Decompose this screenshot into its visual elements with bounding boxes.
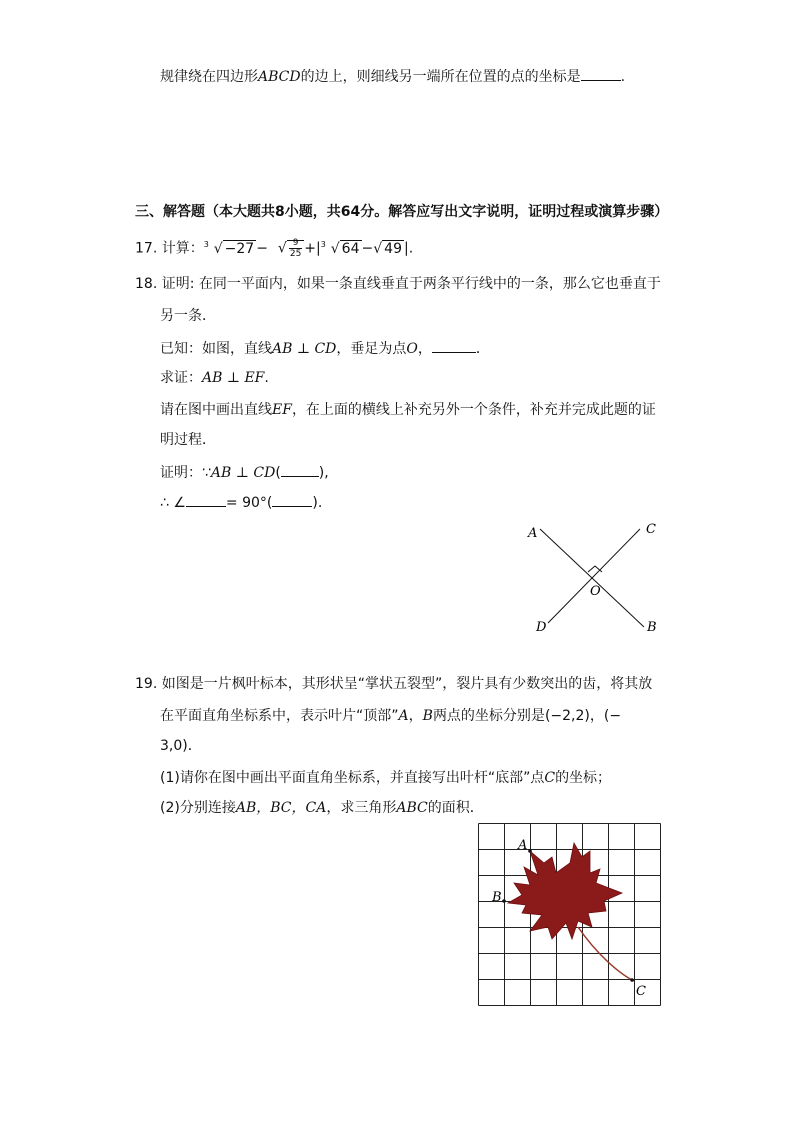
- question-18-proof1: [160, 462, 329, 483]
- text: 8: [275, 204, 285, 220]
- denominator: 25: [289, 249, 302, 259]
- point-b: [502, 899, 506, 903]
- section-heading: [135, 202, 668, 222]
- text: 分。解答应写出文字说明，证明过程或演算步骤）: [360, 204, 669, 220]
- math-expr: AB ⊥ CD: [272, 341, 337, 357]
- text: ，在上面的横线上补充另外一个条件，补充并完成此题的证: [291, 402, 656, 418]
- question-18-given: [160, 338, 490, 359]
- text: ，求三角形: [326, 800, 397, 816]
- sqrt-frac: √ $\frac{9}{25}$: [268, 238, 304, 259]
- root-arg: 64: [341, 240, 360, 257]
- cube-root-1: 3 √ −27: [204, 239, 256, 259]
- var-abc: ABC: [396, 800, 428, 816]
- question-19-sub2: [160, 798, 484, 818]
- answer-blank[interactable]: [186, 492, 226, 507]
- maple-leaf: [508, 843, 622, 939]
- text: ，: [408, 708, 423, 724]
- label-o: O: [590, 584, 601, 599]
- text: 另一条．: [160, 308, 216, 324]
- text: (1)请你在图中画出平面直角坐标系，并直接写出叶杆“底部”点: [160, 770, 545, 786]
- question-number: 19.: [135, 676, 158, 692]
- label-a: A: [528, 526, 538, 541]
- question-18-line2: [160, 306, 216, 326]
- var-ef: EF: [272, 402, 292, 418]
- label-c: C: [636, 984, 646, 999]
- label-b: B: [647, 620, 657, 635]
- text: 证明: 在同一平面内，如果一条直线垂直于两条平行线中的一条，那么它也垂直于: [161, 276, 661, 292]
- question-18-line1: [135, 274, 661, 294]
- text: 证明：∵: [160, 465, 211, 481]
- maple-leaf-grid-figure: [478, 823, 662, 1009]
- question-18-proof2: [160, 492, 322, 513]
- answer-blank[interactable]: [432, 338, 476, 353]
- perpendicular-lines-figure: [520, 515, 670, 640]
- text: .: [408, 240, 414, 257]
- answer-blank[interactable]: [281, 462, 319, 477]
- coord-a: (−2,2): [544, 708, 590, 724]
- question-19-line3: [160, 736, 202, 756]
- text: 的面积．: [427, 800, 484, 816]
- label-d: D: [536, 620, 547, 635]
- question-18-instr2: [160, 430, 216, 450]
- text: ，(−: [589, 708, 622, 724]
- math-expr: AB ⊥ EF: [202, 370, 265, 386]
- text: 64: [340, 204, 361, 220]
- question-19-line2: [160, 706, 621, 726]
- question-18-prove: [160, 368, 269, 388]
- label-b: B: [492, 890, 502, 905]
- text: ): [318, 465, 325, 481]
- math-expr: AB ⊥ CD: [210, 465, 276, 481]
- answer-blank[interactable]: [272, 492, 312, 507]
- text: 求证：: [160, 370, 202, 386]
- root-arg: −27: [224, 240, 255, 257]
- label-c: C: [646, 522, 656, 537]
- question-number: 17.: [135, 240, 158, 257]
- text: ，垂足为点: [336, 341, 407, 357]
- math-expr: AB，BC，CA: [235, 800, 327, 816]
- text: (2)分别连接: [160, 800, 236, 816]
- text: 3,0)．: [160, 738, 202, 754]
- var-abcd: ABCD: [258, 69, 301, 85]
- root-index: 3: [203, 239, 209, 249]
- text: ．: [475, 341, 490, 357]
- text: ∴ ∠: [160, 495, 186, 511]
- text: 的坐标；: [555, 770, 612, 786]
- text: = 90°(: [225, 495, 273, 511]
- label-a: A: [518, 838, 528, 853]
- text: −: [361, 240, 374, 257]
- text: |: [403, 240, 409, 257]
- root-index: 3: [320, 239, 326, 249]
- answer-blank[interactable]: [581, 66, 621, 81]
- text: −: [256, 240, 268, 257]
- text: 如图是一片枫叶标本，其形状呈“掌状五裂型”，裂片具有少数突出的齿，将其放: [161, 676, 653, 692]
- var-b: B: [422, 708, 433, 724]
- fraction: [289, 238, 302, 259]
- point-a: [528, 849, 532, 853]
- text: .: [264, 370, 269, 386]
- numerator: 9: [289, 238, 302, 249]
- question-18-instr1: [160, 400, 656, 420]
- text: ,: [324, 465, 329, 481]
- text: 在平面直角坐标系中，表示叶片“顶部”: [160, 708, 399, 724]
- var-c: C: [544, 770, 556, 786]
- var-a: A: [398, 708, 409, 724]
- text: .: [620, 69, 626, 85]
- root-arg: 49: [384, 240, 402, 257]
- text: 明过程．: [160, 432, 216, 448]
- text: 两点的坐标分别是: [432, 708, 545, 724]
- text: +|: [304, 240, 321, 257]
- question-19-line1: [135, 674, 652, 694]
- text: 三、解答题（本大题共: [135, 204, 275, 220]
- var-o: O: [406, 341, 418, 357]
- question-19-sub1: [160, 768, 611, 788]
- sqrt-49: √ 49: [373, 240, 402, 257]
- line-cd: [548, 529, 640, 623]
- question-17: [135, 238, 413, 259]
- text: 规律绕在四边形: [160, 69, 258, 85]
- point-c: [630, 978, 634, 982]
- text: (: [275, 465, 281, 481]
- text: 小题，共: [284, 204, 341, 220]
- text: 计算：: [161, 240, 204, 257]
- text: 已知：如图，直线: [160, 341, 272, 357]
- text: 请在图中画出直线: [160, 402, 272, 418]
- text: ).: [312, 495, 323, 511]
- text: 的边上，则细线另一端所在位置的点的坐标是: [300, 69, 581, 85]
- question-number: 18.: [135, 276, 158, 292]
- cube-root-2: 3 √ 64: [321, 239, 362, 259]
- continuation-line: [160, 66, 625, 87]
- text: ，: [417, 341, 432, 357]
- right-angle-mark: [588, 566, 602, 572]
